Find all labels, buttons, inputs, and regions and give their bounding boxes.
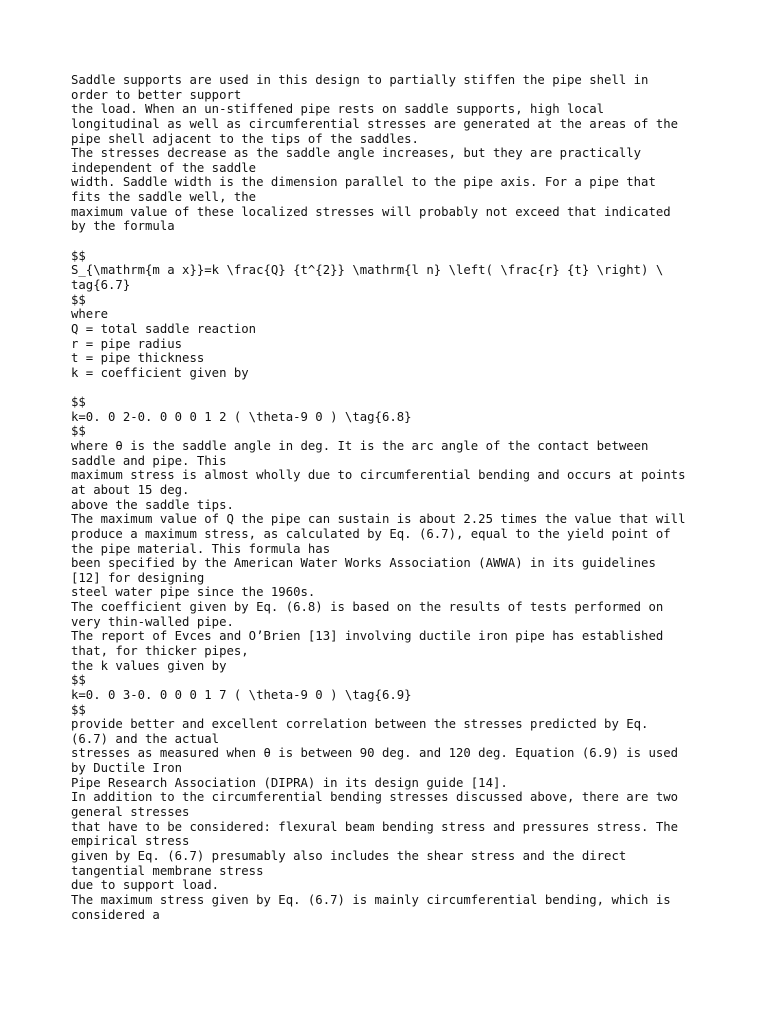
text-line: the pipe material. This formula has (71, 541, 331, 556)
text-line: fits the saddle well, the (71, 190, 257, 205)
text-line: The maximum value of Q the pipe can sustain is about 2.25 times the value that will (71, 512, 686, 527)
blank-line (71, 234, 711, 249)
text-line: In addition to the circumferential bending stresses discussed above, there are two (71, 790, 679, 805)
text-line: where θ is the saddle angle in deg. It is the arc angle of the contact between (71, 439, 649, 454)
text-line: width. Saddle width is the dimension parallel to the pipe axis. For a pipe that (71, 175, 656, 190)
text-line: The stresses decrease as the saddle angle increases, but they are practically (71, 146, 642, 161)
text-line: S_{\mathrm{m a x}}=k \frac{Q} {t^{2}} \mathrm{l n} \left( \frac{r} {t} \right) \ (71, 263, 664, 278)
text-line: longitudinal as well as circumferential stresses are generated at the areas of the (71, 116, 679, 131)
text-line: given by Eq. (6.7) presumably also includes the shear stress and the direct (71, 848, 627, 863)
text-line: r = pipe radius (71, 336, 183, 351)
text-line: been specified by the American Water Works Association (AWWA) in its guidelines (71, 556, 656, 571)
text-line: tag{6.7} (71, 277, 131, 292)
text-line: $$ (71, 702, 86, 717)
text-line: Q = total saddle reaction (71, 321, 257, 336)
text-line: [12] for designing (71, 570, 205, 585)
document-body (71, 73, 711, 922)
text-line: by the formula (71, 219, 175, 234)
text-line: k=0. 0 2-0. 0 0 0 1 2 ( \theta-9 0 ) \tag{6.8} (71, 409, 412, 424)
text-line: where (71, 307, 109, 322)
text-line: the load. When an un-stiffened pipe rests on saddle supports, high local (71, 102, 605, 117)
text-line: order to better support (71, 87, 242, 102)
text-line: t = pipe thickness (71, 351, 205, 366)
text-line: k = coefficient given by (71, 365, 249, 380)
text-line: tangential membrane stress (71, 863, 264, 878)
text-line: The report of Evces and O’Brien [13] involving ductile iron pipe has established (71, 629, 664, 644)
blank-line (71, 380, 711, 395)
text-line: the k values given by (71, 658, 227, 673)
text-line: (6.7) and the actual (71, 731, 220, 746)
text-line: $$ (71, 673, 86, 688)
text-line: maximum stress is almost wholly due to circumferential bending and occurs at points (71, 468, 686, 483)
text-line: considered a (71, 907, 160, 922)
text-line: general stresses (71, 805, 190, 820)
text-line: The maximum stress given by Eq. (6.7) is mainly circumferential bending, which is (71, 892, 671, 907)
text-line: due to support load. (71, 878, 220, 893)
text-line: very thin-walled pipe. (71, 614, 234, 629)
text-line: independent of the saddle (71, 160, 257, 175)
text-line: maximum value of these localized stresses will probably not exceed that indicated (71, 204, 671, 219)
text-line: by Ductile Iron (71, 761, 183, 776)
text-line: k=0. 0 3-0. 0 0 0 1 7 ( \theta-9 0 ) \tag{6.9} (71, 687, 412, 702)
text-line: Saddle supports are used in this design to partially stiffen the pipe shell in (71, 73, 649, 87)
text-line: $$ (71, 395, 86, 410)
text-line: at about 15 deg. (71, 482, 190, 497)
text-line: above the saddle tips. (71, 497, 234, 512)
text-line: $$ (71, 248, 86, 263)
text-line: $$ (71, 424, 86, 439)
text-line: provide better and excellent correlation between the stresses predicted by Eq. (71, 717, 649, 732)
text-line: $$ (71, 292, 86, 307)
text-line: saddle and pipe. This (71, 453, 227, 468)
text-line: that, for thicker pipes, (71, 643, 249, 658)
text-line: steel water pipe since the 1960s. (71, 585, 316, 600)
text-line: empirical stress (71, 834, 190, 849)
text-line: The coefficient given by Eq. (6.8) is based on the results of tests performed on (71, 600, 664, 615)
text-line: stresses as measured when θ is between 90 deg. and 120 deg. Equation (6.9) is used (71, 746, 679, 761)
text-line: Pipe Research Association (DIPRA) in its design guide [14]. (71, 775, 508, 790)
text-line: produce a maximum stress, as calculated by Eq. (6.7), equal to the yield point of (71, 526, 671, 541)
text-line: pipe shell adjacent to the tips of the saddles. (71, 131, 419, 146)
text-line: that have to be considered: flexural beam bending stress and pressures stress. The (71, 819, 679, 834)
